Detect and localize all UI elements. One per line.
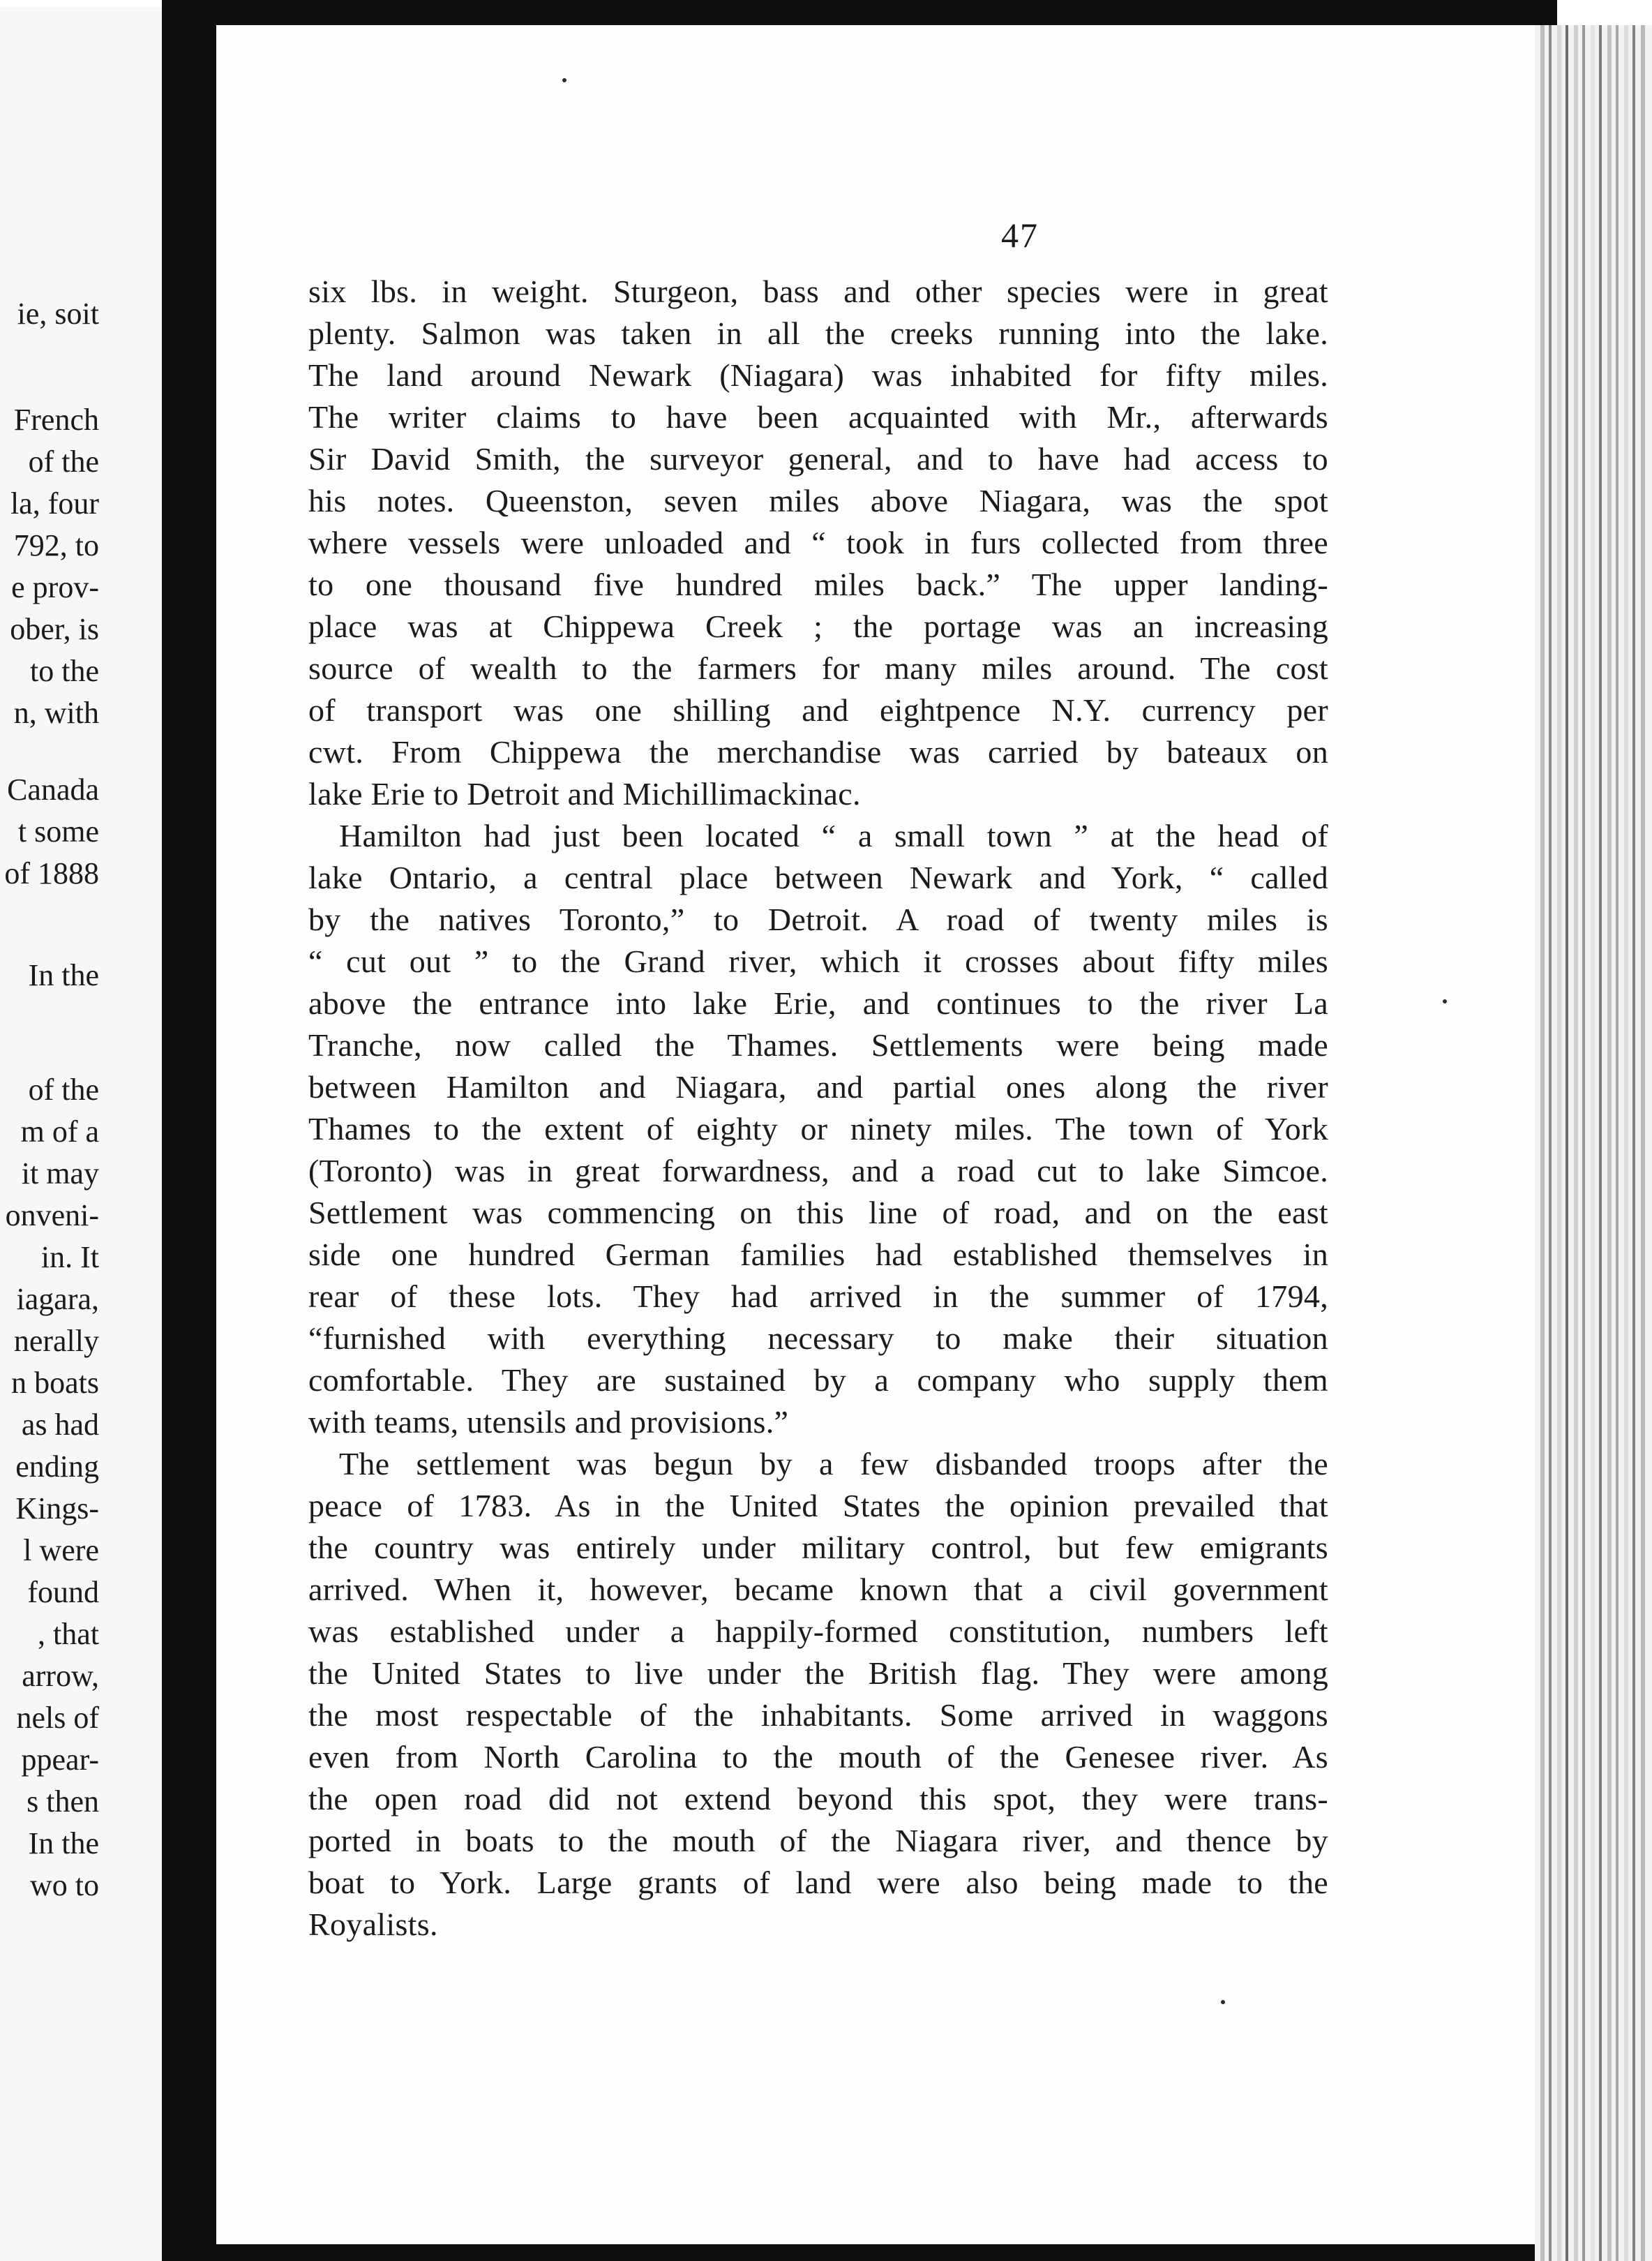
left-page-line: ending bbox=[15, 1449, 99, 1484]
left-page-line: iagara, bbox=[16, 1282, 99, 1316]
text-line: “furnished with everything necessary to make their situation bbox=[308, 1320, 1328, 1356]
left-page-line: n, with bbox=[13, 696, 99, 730]
left-page-line: In the bbox=[28, 958, 99, 992]
left-page-line: s then bbox=[27, 1784, 99, 1819]
text-line: of transport was one shilling and eightpence N.Y. currency per bbox=[308, 692, 1328, 728]
left-page-line: m of a bbox=[20, 1114, 99, 1149]
text-line: lake Ontario, a central place between Newark and York, “ called bbox=[308, 860, 1328, 895]
text-line: above the entrance into lake Erie, and continues to the river La bbox=[308, 985, 1328, 1021]
text-line: to one thousand five hundred miles back.” The upper landing- bbox=[308, 567, 1328, 602]
left-page-line: to the bbox=[30, 654, 99, 688]
text-line: place was at Chippewa Creek ; the portage was an increasing bbox=[308, 609, 1328, 644]
text-line: The land around Newark (Niagara) was inhabited for fifty miles. bbox=[308, 357, 1328, 393]
book-gutter bbox=[162, 0, 216, 2261]
left-page-line: e prov- bbox=[11, 570, 99, 604]
text-line: the most respectable of the inhabitants. Some arrived in waggons bbox=[308, 1697, 1328, 1733]
page-number: 47 bbox=[1001, 216, 1039, 255]
left-page-line: onveni- bbox=[5, 1198, 99, 1232]
text-line: plenty. Salmon was taken in all the creeks running into the lake. bbox=[308, 315, 1328, 351]
page-edge-line bbox=[1632, 25, 1635, 2261]
speck bbox=[562, 78, 566, 82]
left-page-line: French bbox=[13, 403, 99, 437]
page-edge-line bbox=[1565, 25, 1568, 2261]
left-page-line: found bbox=[27, 1575, 99, 1609]
text-line: The settlement was begun by a few disbanded troops after the bbox=[339, 1446, 1328, 1482]
left-page-line: n boats bbox=[11, 1366, 99, 1400]
left-page-line: la, four bbox=[10, 486, 99, 521]
text-line: Royalists. bbox=[308, 1906, 438, 1942]
page-edge-line bbox=[1549, 25, 1552, 2261]
text-line: Thames to the extent of eighty or ninety miles. The town of York bbox=[308, 1111, 1328, 1147]
page-edge-line bbox=[1599, 25, 1602, 2261]
text-line: between Hamilton and Niagara, and partial ones along the river bbox=[308, 1069, 1328, 1105]
text-line: ported in boats to the mouth of the Niagara river, and thence by bbox=[308, 1823, 1328, 1858]
text-line: source of wealth to the farmers for many miles around. The cost bbox=[308, 650, 1328, 686]
left-page-line: , that bbox=[38, 1617, 99, 1651]
scan-bottom-border bbox=[162, 2244, 1535, 2261]
text-line: lake Erie to Detroit and Michillimackinac. bbox=[308, 776, 861, 812]
left-page-line: of the bbox=[28, 445, 99, 479]
left-page-line: Kings- bbox=[15, 1491, 99, 1525]
speck bbox=[1221, 2000, 1225, 2004]
left-page-line: wo to bbox=[30, 1868, 99, 1902]
text-line: Sir David Smith, the surveyor general, and to have had access to bbox=[308, 441, 1328, 477]
page-edge-line bbox=[1641, 25, 1645, 2261]
text-line: peace of 1783. As in the United States the opinion prevailed that bbox=[308, 1488, 1328, 1523]
text-line: was established under a happily-formed constitution, numbers left bbox=[308, 1613, 1328, 1649]
text-line: Hamilton had just been located “ a small town ” at the head of bbox=[339, 818, 1328, 853]
text-line: comfortable. They are sustained by a company who supply them bbox=[308, 1362, 1328, 1398]
text-line: the open road did not extend beyond this spot, they were trans- bbox=[308, 1781, 1328, 1816]
text-line: The writer claims to have been acquainted with Mr., afterwards bbox=[308, 399, 1328, 435]
page-edge-line bbox=[1540, 25, 1545, 2261]
text-line: Tranche, now called the Thames. Settlements were being made bbox=[308, 1027, 1328, 1063]
text-line: side one hundred German families had established themselves in bbox=[308, 1237, 1328, 1272]
speck bbox=[1443, 999, 1447, 1003]
text-line: rear of these lots. They had arrived in the summer of 1794, bbox=[308, 1278, 1328, 1314]
left-page-line: ie, soit bbox=[17, 297, 99, 331]
page-edge-line bbox=[1616, 25, 1619, 2261]
page-edge-line bbox=[1607, 25, 1612, 2261]
left-page-line: nels of bbox=[16, 1701, 99, 1735]
left-page-line: as had bbox=[21, 1408, 99, 1442]
left-page-line: in. It bbox=[40, 1240, 99, 1274]
text-line: his notes. Queenston, seven miles above Niagara, was the spot bbox=[308, 483, 1328, 518]
left-page-line: In the bbox=[28, 1826, 99, 1860]
text-line: six lbs. in weight. Sturgeon, bass and other species were in great bbox=[308, 274, 1328, 309]
left-page-line: t some bbox=[17, 814, 99, 849]
text-line: boat to York. Large grants of land were also being made to the bbox=[308, 1865, 1328, 1900]
text-line: even from North Carolina to the mouth of the Genesee river. As bbox=[308, 1739, 1328, 1775]
text-line: “ cut out ” to the Grand river, which it crosses about fifty miles bbox=[308, 943, 1328, 979]
text-line: cwt. From Chippewa the merchandise was carried by bateaux on bbox=[308, 734, 1328, 770]
text-line: where vessels were unloaded and “ took in furs collected from three bbox=[308, 525, 1328, 560]
text-line: with teams, utensils and provisions.” bbox=[308, 1404, 789, 1440]
scan-top-border bbox=[162, 0, 1557, 25]
left-page-line: l were bbox=[23, 1533, 99, 1567]
left-page-line: of 1888 bbox=[4, 856, 99, 890]
left-page-line: 792, to bbox=[13, 528, 99, 562]
page-stack-edge bbox=[1535, 25, 1652, 2261]
left-page-line: nerally bbox=[13, 1324, 99, 1358]
page-edge-line bbox=[1591, 25, 1595, 2261]
left-page-line: arrow, bbox=[22, 1659, 99, 1693]
left-page-line: of the bbox=[28, 1073, 99, 1107]
page-text bbox=[308, 271, 1328, 1946]
page-edge-line bbox=[1574, 25, 1578, 2261]
text-line: arrived. When it, however, became known that a civil government bbox=[308, 1572, 1328, 1607]
text-line: Settlement was commencing on this line of road, and on the east bbox=[308, 1195, 1328, 1230]
left-facing-page bbox=[0, 7, 162, 2261]
text-line: (Toronto) was in great forwardness, and a road cut to lake Simcoe. bbox=[308, 1153, 1328, 1188]
text-line: by the natives Toronto,” to Detroit. A road of twenty miles is bbox=[308, 902, 1328, 937]
text-line: the United States to live under the British flag. They were among bbox=[308, 1655, 1328, 1691]
page-edge-line bbox=[1582, 25, 1585, 2261]
page-edge-line bbox=[1624, 25, 1628, 2261]
left-page-line: ober, is bbox=[10, 612, 99, 646]
left-page-line: it may bbox=[21, 1156, 99, 1191]
left-page-line: ppear- bbox=[21, 1743, 99, 1777]
text-line: the country was entirely under military control, but few emigrants bbox=[308, 1530, 1328, 1565]
left-page-line: Canada bbox=[7, 773, 99, 807]
page-edge-line bbox=[1557, 25, 1561, 2261]
